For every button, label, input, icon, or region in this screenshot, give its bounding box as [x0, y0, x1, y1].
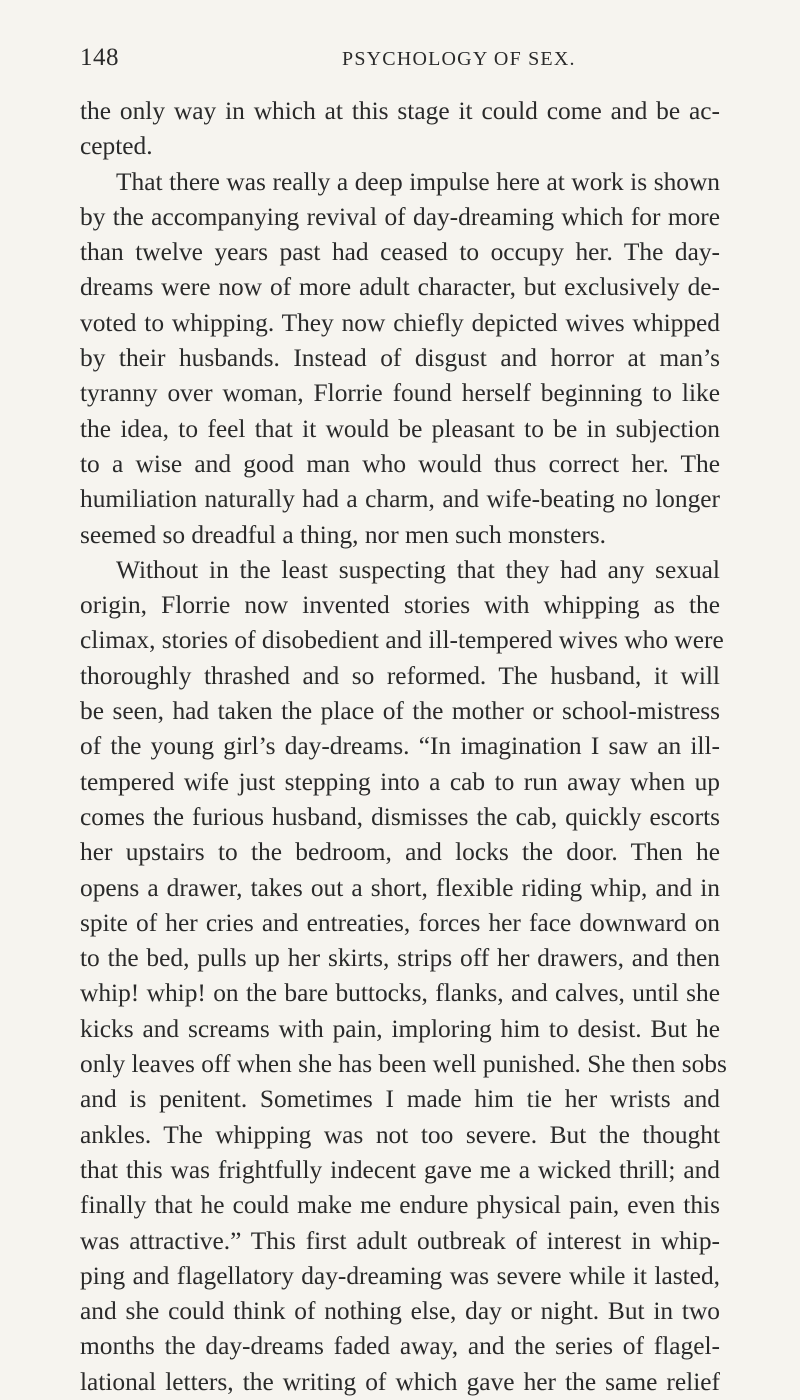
- text-line: to a wise and good man who would thus correct her. The: [80, 449, 720, 478]
- text-line: cepted.: [80, 132, 153, 161]
- running-head: [80, 44, 720, 74]
- text-line: lational letters, the writing of which gave her the same relief: [80, 1367, 720, 1396]
- text-line: dreams were now of more adult character, but exclusively de-: [80, 273, 720, 302]
- text-line: opens a drawer, takes out a short, flexible riding whip, and in: [80, 873, 720, 902]
- text-line: of the young girl’s day-dreams. “In imagination I saw an ill-: [80, 732, 720, 761]
- text-line: by their husbands. Instead of disgust and horror at man’s: [80, 344, 720, 373]
- text-line: her upstairs to the bedroom, and locks the door. Then he: [80, 838, 720, 867]
- body-text: [80, 94, 727, 1400]
- text-line: be seen, had taken the place of the mother or school-mistress: [80, 697, 720, 726]
- text-line: than twelve years past had ceased to occupy her. The day-: [80, 238, 720, 267]
- page-number: 148: [80, 44, 119, 71]
- text-line: that this was frightfully indecent gave me a wicked thrill; and: [80, 1155, 720, 1184]
- text-line: to the bed, pulls up her skirts, strips off her drawers, and then: [80, 944, 720, 973]
- text-line: the only way in which at this stage it could come and be ac-: [80, 97, 720, 125]
- text-line: the idea, to feel that it would be pleasant to be in subjection: [80, 414, 720, 443]
- running-title: PSYCHOLOGY OF SEX.: [342, 48, 576, 70]
- text-line: seemed so dreadful a thing, nor men such monsters.: [80, 520, 607, 549]
- text-line: by the accompanying revival of day-dreaming which for more: [80, 202, 720, 231]
- text-line: kicks and screams with pain, imploring him to desist. But he: [80, 1014, 720, 1043]
- text-line: Without in the least suspecting that they had any sexual: [116, 555, 720, 584]
- text-line: and is penitent. Sometimes I made him tie her wrists and: [80, 1085, 720, 1114]
- text-line: finally that he could make me endure physical pain, even this: [80, 1191, 720, 1220]
- text-line: only leaves off when she has been well punished. She then sobs: [80, 1050, 727, 1079]
- text-line: tyranny over woman, Florrie found herself beginning to like: [80, 379, 720, 408]
- text-line: whip! whip! on the bare buttocks, flanks, and calves, until she: [80, 979, 720, 1008]
- text-line: was attractive.” This first adult outbreak of interest in whip-: [80, 1226, 720, 1255]
- text-line: That there was really a deep impulse here at work is shown: [116, 167, 720, 196]
- text-line: months the day-dreams faded away, and the series of flagel-: [80, 1332, 720, 1361]
- text-line: ankles. The whipping was not too severe. But the thought: [80, 1120, 720, 1149]
- text-line: climax, stories of disobedient and ill-tempered wives who were: [80, 626, 724, 655]
- text-line: ping and flagellatory day-dreaming was severe while it lasted,: [80, 1261, 720, 1290]
- text-line: origin, Florrie now invented stories with whipping as the: [80, 591, 720, 620]
- text-line: thoroughly thrashed and so reformed. The husband, it will: [80, 661, 720, 690]
- text-line: comes the furious husband, dismisses the cab, quickly escorts: [80, 802, 720, 831]
- text-line: humiliation naturally had a charm, and wife-beating no longer: [80, 485, 720, 514]
- text-line: voted to whipping. They now chiefly depicted wives whipped: [80, 308, 720, 337]
- text-line: and she could think of nothing else, day or night. But in two: [80, 1297, 720, 1326]
- text-line: tempered wife just stepping into a cab to run away when up: [80, 767, 720, 796]
- text-line: spite of her cries and entreaties, forces her face downward on: [80, 908, 720, 937]
